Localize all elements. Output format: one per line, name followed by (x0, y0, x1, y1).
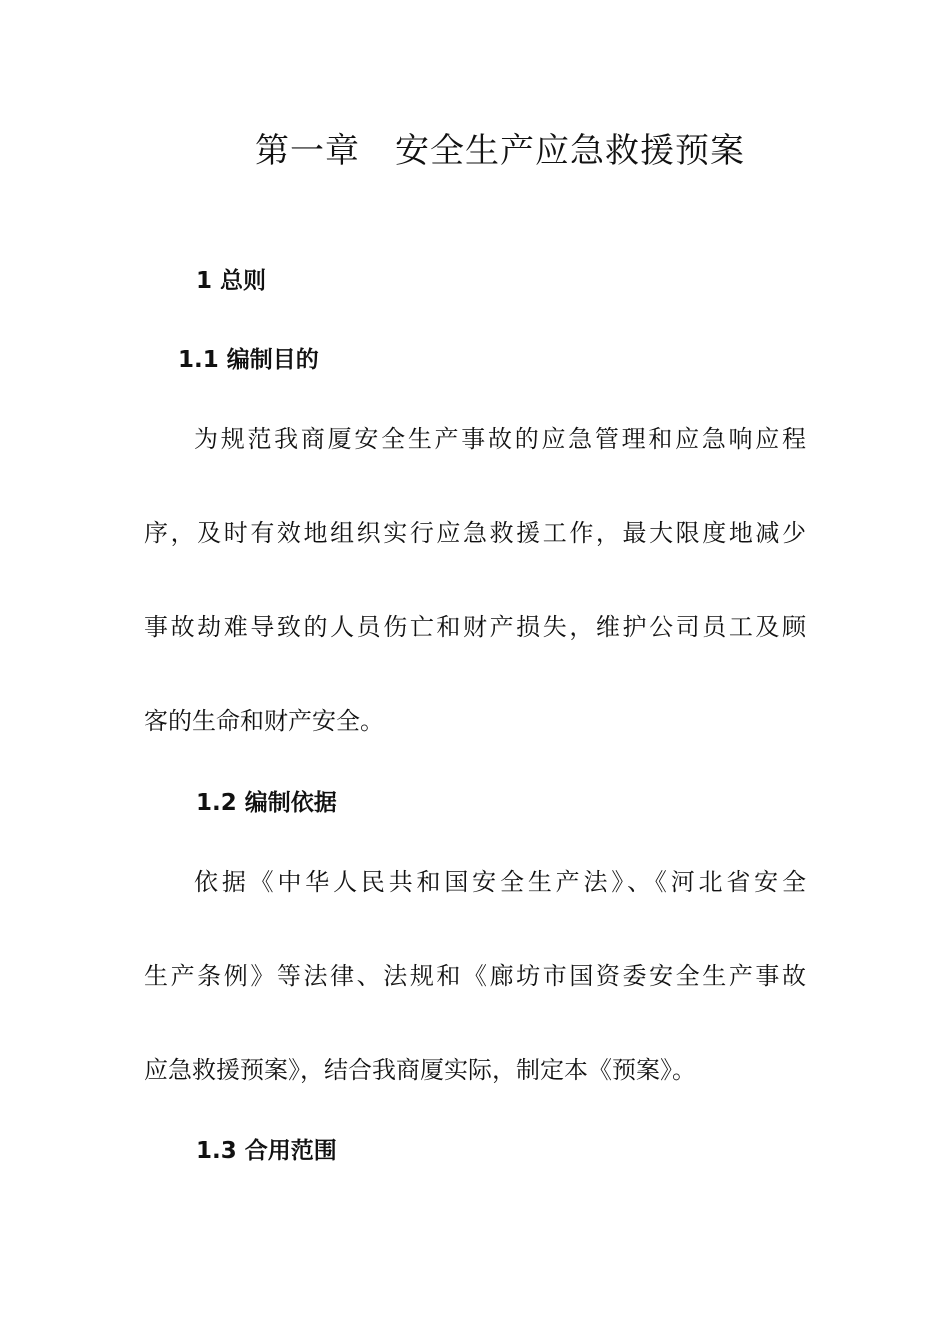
section-heading-scope: 1.3 合用范围 (196, 1138, 337, 1164)
paragraph-basis (144, 835, 806, 1117)
paragraph-line: 为规范我商厦安全生产事故的应急管理和应急响应程 (194, 425, 806, 453)
paragraph-line: 生产条例》等法律、法规和《廊坊市国资委安全生产事故 (144, 962, 806, 990)
paragraph-line: 依据《中华人民共和国安全生产法》、《河北省安全 (194, 868, 806, 896)
paragraph-line: 事故劫难导致的人员伤亡和财产损失，维护公司员工及顾 (144, 613, 806, 641)
paragraph-line: 序，及时有效地组织实行应急救援工作，最大限度地减少 (144, 519, 806, 547)
chapter-title: 第一章 安全生产应急救援预案 (255, 131, 745, 171)
paragraph-line: 客的生命和财产安全。 (144, 707, 384, 735)
paragraph-line: 应急救援预案》，结合我商厦实际，制定本《预案》。 (144, 1056, 696, 1084)
section-heading-purpose: 1.1 编制目的 (178, 347, 319, 373)
section-heading-general: 1 总则 (196, 268, 267, 294)
section-heading-basis: 1.2 编制依据 (196, 790, 337, 816)
paragraph-purpose (144, 392, 806, 768)
